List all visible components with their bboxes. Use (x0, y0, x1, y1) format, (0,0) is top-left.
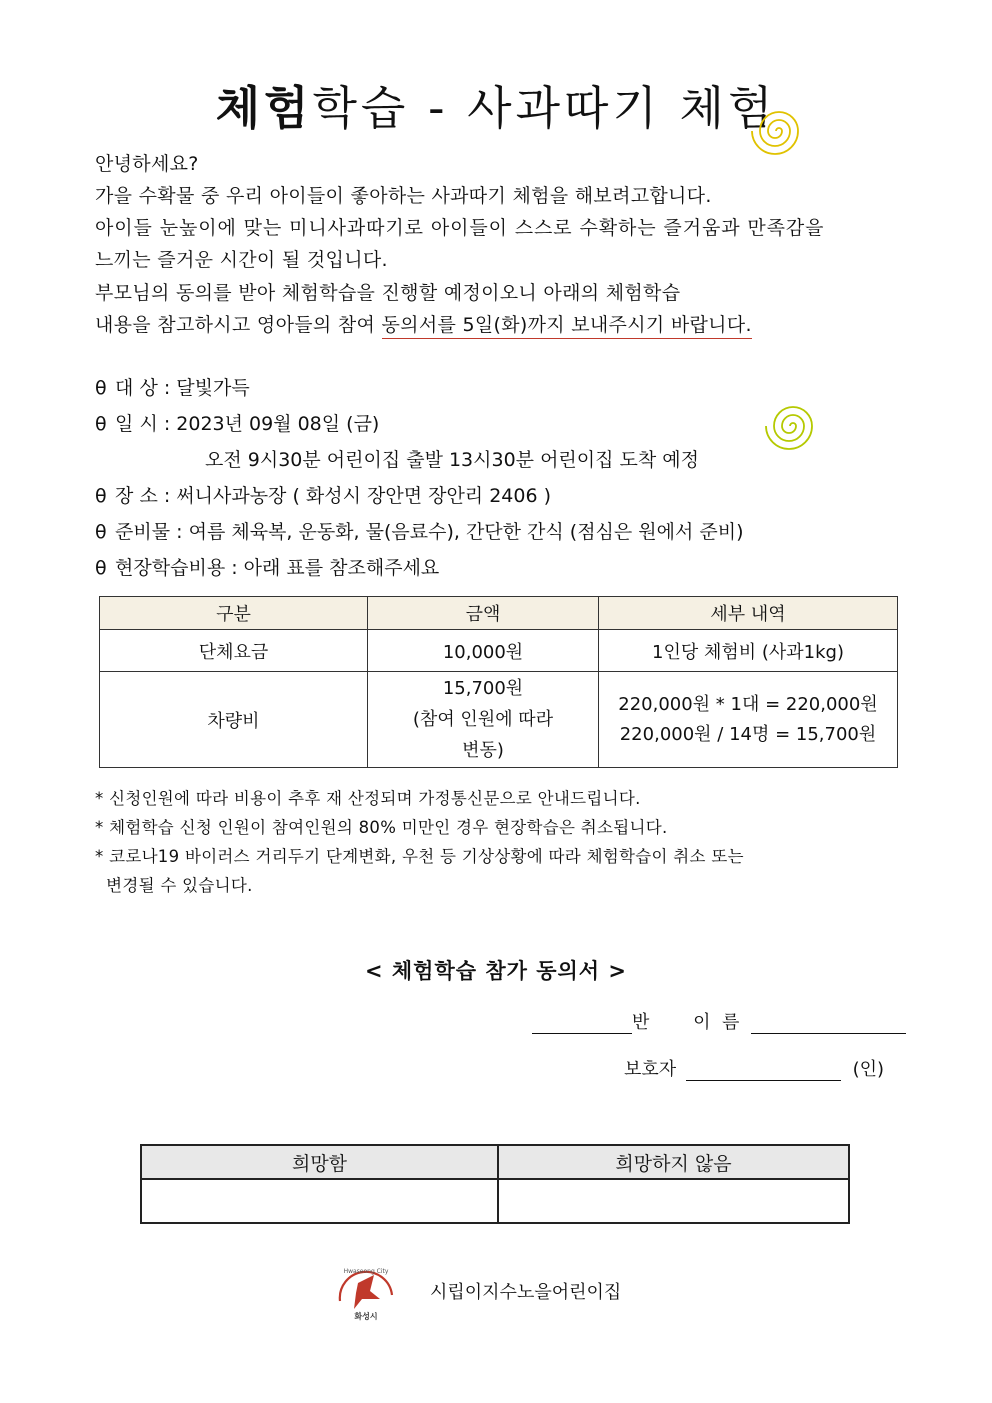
detail-line: 220,000원 * 1대 = 220,000원 (618, 693, 878, 715)
intro-line-2: 가을 수확물 중 우리 아이들이 좋아하는 사과따기 체험을 해보려고합니다. (95, 185, 712, 207)
consent-title: < 체험학습 참가 동의서 > (364, 959, 627, 983)
bullet-icon: θ (95, 521, 107, 543)
table-cell: 1인당 체험비 (사과1kg) (599, 630, 898, 672)
intro-line-1: 안녕하세요? (95, 153, 199, 175)
logo-text-bottom: 화성시 (354, 1312, 378, 1321)
table-header: 세부 내역 (599, 597, 898, 630)
intro-line-6 (95, 310, 752, 337)
table-cell-detail (599, 672, 898, 768)
option-header-no: 희망하지 않음 (498, 1145, 849, 1179)
logo-text-top: Hwaseong City (343, 1268, 389, 1275)
table-row (100, 630, 898, 672)
detail-datetime-text: 일 시 : 2023년 09월 08일 (금) (115, 413, 380, 435)
guardian-input-line[interactable] (686, 1060, 841, 1081)
note-3: * 코로나19 바이러스 거리두기 단계변화, 우천 등 기상상황에 따라 체험학습이 취소 또는 (95, 847, 744, 866)
hwaseong-city-logo-icon (332, 1263, 400, 1323)
detail-supplies-text: 준비물 : 여름 체육복, 운동화, 물(음료수), 간단한 간식 (점심은 원에서 준비) (115, 521, 744, 543)
title-bold: 체험 (215, 81, 313, 135)
detail-datetime (95, 409, 379, 436)
table-header-row (100, 597, 898, 630)
detail-supplies (95, 517, 744, 544)
seal-label: (인) (852, 1059, 885, 1080)
table-row (100, 672, 898, 768)
title-rest: 학습 - 사과따기 체험 (312, 81, 777, 135)
name-input-line[interactable] (751, 1013, 906, 1034)
detail-line: 220,000원 / 14명 = 15,700원 (619, 723, 877, 745)
detail-schedule: 오전 9시30분 어린이집 출발 13시30분 어린이집 도착 예정 (205, 449, 699, 471)
detail-cost (95, 553, 439, 580)
option-header-yes: 희망함 (141, 1145, 498, 1179)
table-cell-amount (368, 672, 599, 768)
sun-doodle-icon (748, 100, 810, 162)
note-2: * 체험학습 신청 인원이 참여인원의 80% 미만인 경우 현장학습은 취소됩니다. (95, 818, 668, 837)
detail-target (95, 373, 250, 400)
guardian-row (624, 1055, 884, 1081)
option-cell-no[interactable] (498, 1179, 849, 1223)
table-header: 구분 (100, 597, 368, 630)
name-label: 이 름 (693, 1012, 740, 1033)
table-cell: 10,000원 (368, 630, 599, 672)
table-header: 금액 (368, 597, 599, 630)
amount-line: (참여 인원에 따라 (412, 709, 554, 730)
consent-table (140, 1144, 850, 1224)
class-label: 반 (632, 1012, 650, 1033)
option-cell-yes[interactable] (141, 1179, 498, 1223)
note-1: * 신청인원에 따라 비용이 추후 재 산정되며 가정통신문으로 안내드립니다. (95, 789, 641, 808)
detail-cost-text: 현장학습비용 : 아래 표를 참조해주세요 (115, 557, 440, 579)
sun-doodle-icon-2 (763, 396, 823, 456)
detail-place (95, 481, 551, 508)
guardian-label: 보호자 (624, 1059, 677, 1080)
bullet-icon: θ (95, 557, 107, 579)
intro-line-4: 느끼는 즐거운 시간이 될 것입니다. (95, 249, 388, 271)
bullet-icon: θ (95, 377, 107, 399)
bullet-icon: θ (95, 485, 107, 507)
intro-line-3: 아이들 눈높이에 맞는 미니사과따기로 아이들이 스스로 수확하는 즐거움과 만족감을 (95, 217, 825, 239)
class-name-row (532, 1008, 906, 1034)
bullet-icon: θ (95, 413, 107, 435)
table-cell: 차량비 (100, 672, 368, 768)
consent-header-row (141, 1145, 849, 1179)
cost-table (99, 596, 898, 768)
amount-line: 변동) (462, 740, 504, 761)
school-name: 시립이지수노을어린이집 (430, 1282, 622, 1303)
intro-line-6-plain: 내용을 참고하시고 영아들의 참여 (95, 314, 382, 336)
consent-check-row (141, 1179, 849, 1223)
table-cell: 단체요금 (100, 630, 368, 672)
page-title (0, 72, 992, 138)
note-4: 변경될 수 있습니다. (95, 876, 253, 895)
intro-line-5: 부모님의 동의를 받아 체험학습을 진행할 예정이오니 아래의 체험학습 (95, 282, 681, 304)
detail-target-text: 대 상 : 달빛가득 (115, 377, 250, 399)
class-input-line[interactable] (532, 1013, 632, 1034)
intro-deadline: 동의서를 5일(화)까지 보내주시기 바랍니다. (382, 314, 752, 339)
amount-line: 15,700원 (442, 678, 524, 699)
detail-place-text: 장 소 : 써니사과농장 ( 화성시 장안면 장안리 2406 ) (115, 485, 552, 507)
